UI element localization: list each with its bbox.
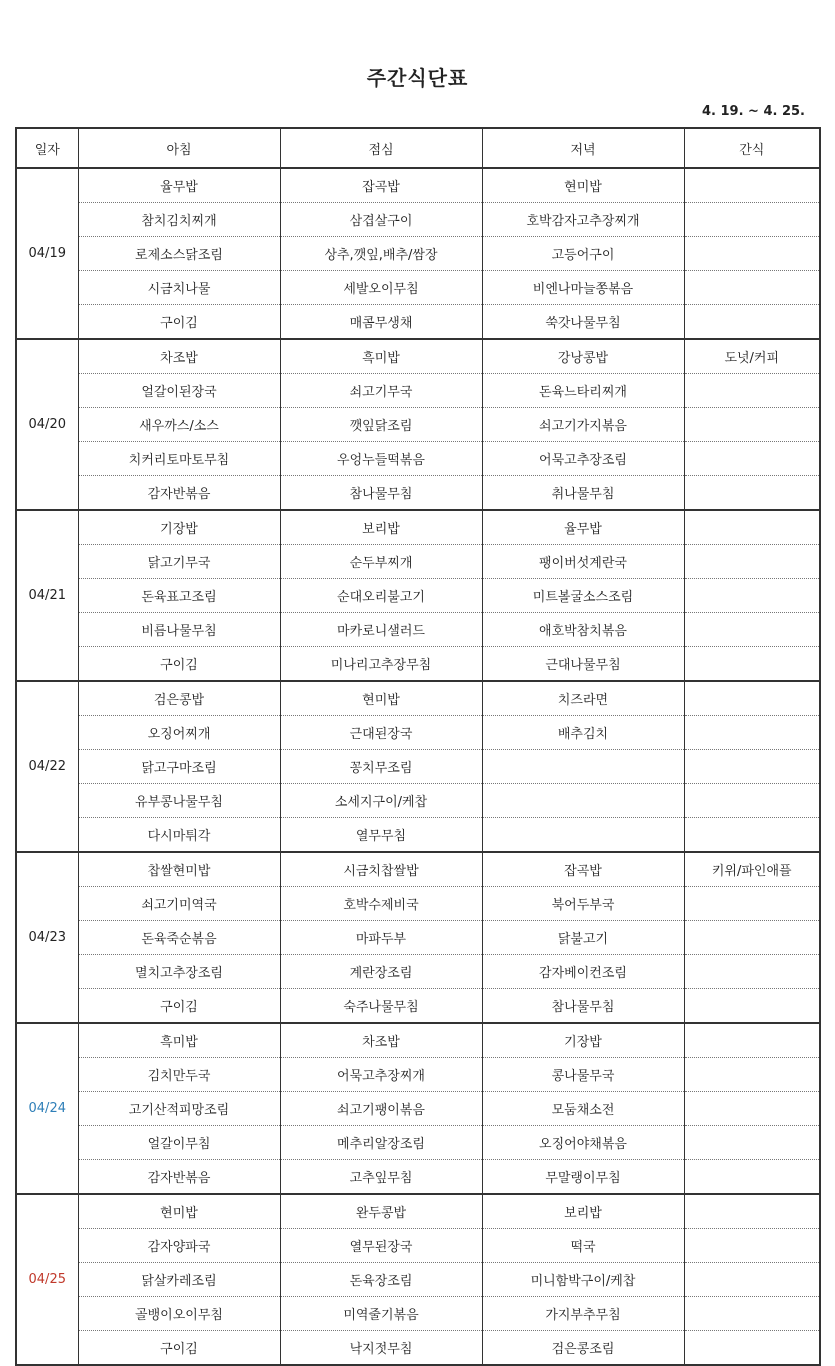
snack-item bbox=[684, 1092, 820, 1126]
dinner-item: 잡곡밥 bbox=[482, 852, 684, 887]
lunch-item: 순대오리불고기 bbox=[280, 579, 482, 613]
dinner-item: 쇠고기가지볶음 bbox=[482, 408, 684, 442]
dinner-item: 검은콩조림 bbox=[482, 1331, 684, 1366]
table-row bbox=[16, 476, 820, 511]
snack-item: 키위/파인애플 bbox=[684, 852, 820, 887]
snack-item bbox=[684, 203, 820, 237]
table-row bbox=[16, 989, 820, 1024]
dinner-item: 호박감자고추장찌개 bbox=[482, 203, 684, 237]
lunch-item: 세발오이무침 bbox=[280, 271, 482, 305]
lunch-item: 계란장조림 bbox=[280, 955, 482, 989]
dinner-item: 미트볼굴소스조림 bbox=[482, 579, 684, 613]
table-row bbox=[16, 374, 820, 408]
breakfast-item: 로제소스닭조림 bbox=[78, 237, 280, 271]
dinner-item: 오징어야채볶음 bbox=[482, 1126, 684, 1160]
lunch-item: 숙주나물무침 bbox=[280, 989, 482, 1024]
table-row bbox=[16, 442, 820, 476]
snack-item bbox=[684, 613, 820, 647]
dinner-item: 감자베이컨조림 bbox=[482, 955, 684, 989]
table-row bbox=[16, 784, 820, 818]
table-row bbox=[16, 750, 820, 784]
snack-item bbox=[684, 476, 820, 511]
breakfast-item: 돈육표고조림 bbox=[78, 579, 280, 613]
breakfast-item: 치커리토마토무침 bbox=[78, 442, 280, 476]
lunch-item: 열무된장국 bbox=[280, 1229, 482, 1263]
snack-item bbox=[684, 1263, 820, 1297]
snack-item bbox=[684, 716, 820, 750]
dinner-item: 떡국 bbox=[482, 1229, 684, 1263]
table-row bbox=[16, 921, 820, 955]
breakfast-item: 구이김 bbox=[78, 1331, 280, 1366]
breakfast-item: 구이김 bbox=[78, 305, 280, 340]
snack-item bbox=[684, 1023, 820, 1058]
lunch-item: 잡곡밥 bbox=[280, 168, 482, 203]
breakfast-item: 닭살카레조림 bbox=[78, 1263, 280, 1297]
lunch-item: 완두콩밥 bbox=[280, 1194, 482, 1229]
snack-item bbox=[684, 305, 820, 340]
lunch-item: 돈육장조림 bbox=[280, 1263, 482, 1297]
dinner-item: 어묵고추장조림 bbox=[482, 442, 684, 476]
snack-item bbox=[684, 271, 820, 305]
table-row bbox=[16, 613, 820, 647]
snack-item bbox=[684, 1194, 820, 1229]
breakfast-item: 찹쌀현미밥 bbox=[78, 852, 280, 887]
breakfast-item: 얼갈이무침 bbox=[78, 1126, 280, 1160]
header-snack: 간식 bbox=[684, 128, 820, 168]
breakfast-item: 감자반볶음 bbox=[78, 476, 280, 511]
snack-item bbox=[684, 168, 820, 203]
breakfast-item: 새우까스/소스 bbox=[78, 408, 280, 442]
table-row bbox=[16, 579, 820, 613]
breakfast-item: 고기산적피망조림 bbox=[78, 1092, 280, 1126]
dinner-item: 취나물무침 bbox=[482, 476, 684, 511]
lunch-item: 깻잎닭조림 bbox=[280, 408, 482, 442]
breakfast-item: 쇠고기미역국 bbox=[78, 887, 280, 921]
table-row bbox=[16, 1160, 820, 1195]
snack-item bbox=[684, 1229, 820, 1263]
table-row bbox=[16, 203, 820, 237]
table-row bbox=[16, 510, 820, 545]
table-row bbox=[16, 1126, 820, 1160]
day-date: 04/21 bbox=[16, 510, 78, 681]
breakfast-item: 오징어찌개 bbox=[78, 716, 280, 750]
snack-item bbox=[684, 237, 820, 271]
table-row bbox=[16, 1092, 820, 1126]
dinner-item: 비엔나마늘쫑볶음 bbox=[482, 271, 684, 305]
lunch-item: 우엉누들떡볶음 bbox=[280, 442, 482, 476]
breakfast-item: 참치김치찌개 bbox=[78, 203, 280, 237]
lunch-item: 근대된장국 bbox=[280, 716, 482, 750]
lunch-item: 고추잎무침 bbox=[280, 1160, 482, 1195]
dinner-item: 애호박참치볶음 bbox=[482, 613, 684, 647]
table-row bbox=[16, 271, 820, 305]
snack-item bbox=[684, 818, 820, 853]
day-date: 04/25 bbox=[16, 1194, 78, 1365]
dinner-item: 돈육느타리찌개 bbox=[482, 374, 684, 408]
table-row bbox=[16, 887, 820, 921]
table-row bbox=[16, 339, 820, 374]
lunch-item: 미나리고추장무침 bbox=[280, 647, 482, 682]
day-date: 04/20 bbox=[16, 339, 78, 510]
breakfast-item: 현미밥 bbox=[78, 1194, 280, 1229]
table-row bbox=[16, 1058, 820, 1092]
lunch-item: 마파두부 bbox=[280, 921, 482, 955]
table-row bbox=[16, 716, 820, 750]
snack-item: 도넛/커피 bbox=[684, 339, 820, 374]
table-row bbox=[16, 1297, 820, 1331]
snack-item bbox=[684, 408, 820, 442]
table-row bbox=[16, 955, 820, 989]
dinner-item bbox=[482, 750, 684, 784]
breakfast-item: 비름나물무침 bbox=[78, 613, 280, 647]
dinner-item: 고등어구이 bbox=[482, 237, 684, 271]
snack-item bbox=[684, 1058, 820, 1092]
dinner-item: 북어두부국 bbox=[482, 887, 684, 921]
weekly-menu-table bbox=[15, 127, 821, 1366]
lunch-item: 현미밥 bbox=[280, 681, 482, 716]
breakfast-item: 골뱅이오이무침 bbox=[78, 1297, 280, 1331]
dinner-item: 모둠채소전 bbox=[482, 1092, 684, 1126]
dinner-item: 닭불고기 bbox=[482, 921, 684, 955]
lunch-item: 열무무침 bbox=[280, 818, 482, 853]
breakfast-item: 닭고구마조림 bbox=[78, 750, 280, 784]
lunch-item: 보리밥 bbox=[280, 510, 482, 545]
dinner-item: 미니함박구이/케찹 bbox=[482, 1263, 684, 1297]
day-date: 04/24 bbox=[16, 1023, 78, 1194]
breakfast-item: 구이김 bbox=[78, 647, 280, 682]
lunch-item: 참나물무침 bbox=[280, 476, 482, 511]
table-row bbox=[16, 818, 820, 853]
breakfast-item: 얼갈이된장국 bbox=[78, 374, 280, 408]
dinner-item: 보리밥 bbox=[482, 1194, 684, 1229]
snack-item bbox=[684, 442, 820, 476]
menu-body bbox=[16, 168, 820, 1365]
table-row bbox=[16, 408, 820, 442]
lunch-item: 순두부찌개 bbox=[280, 545, 482, 579]
snack-item bbox=[684, 750, 820, 784]
day-date: 04/22 bbox=[16, 681, 78, 852]
table-row bbox=[16, 168, 820, 203]
table-row bbox=[16, 681, 820, 716]
snack-item bbox=[684, 374, 820, 408]
day-date: 04/19 bbox=[16, 168, 78, 339]
page-title: 주간식단표 bbox=[366, 66, 469, 90]
breakfast-item: 차조밥 bbox=[78, 339, 280, 374]
table-row bbox=[16, 647, 820, 682]
breakfast-item: 기장밥 bbox=[78, 510, 280, 545]
snack-item bbox=[684, 1331, 820, 1366]
snack-item bbox=[684, 647, 820, 682]
lunch-item: 소세지구이/케찹 bbox=[280, 784, 482, 818]
dinner-item: 강낭콩밥 bbox=[482, 339, 684, 374]
lunch-item: 호박수제비국 bbox=[280, 887, 482, 921]
header-breakfast: 아침 bbox=[78, 128, 280, 168]
snack-item bbox=[684, 1297, 820, 1331]
dinner-item: 현미밥 bbox=[482, 168, 684, 203]
header-lunch: 점심 bbox=[280, 128, 482, 168]
lunch-item: 마카로니샐러드 bbox=[280, 613, 482, 647]
lunch-item: 어묵고추장찌개 bbox=[280, 1058, 482, 1092]
dinner-item: 가지부추무침 bbox=[482, 1297, 684, 1331]
dinner-item: 치즈라면 bbox=[482, 681, 684, 716]
lunch-item: 흑미밥 bbox=[280, 339, 482, 374]
lunch-item: 쇠고기팽이볶음 bbox=[280, 1092, 482, 1126]
breakfast-item: 멸치고추장조림 bbox=[78, 955, 280, 989]
breakfast-item: 검은콩밥 bbox=[78, 681, 280, 716]
breakfast-item: 김치만두국 bbox=[78, 1058, 280, 1092]
header-dinner: 저녁 bbox=[482, 128, 684, 168]
lunch-item: 차조밥 bbox=[280, 1023, 482, 1058]
table-header-row bbox=[16, 128, 820, 168]
header-date: 일자 bbox=[16, 128, 78, 168]
dinner-item bbox=[482, 784, 684, 818]
dinner-item: 율무밥 bbox=[482, 510, 684, 545]
lunch-item: 상추,깻잎,배추/쌈장 bbox=[280, 237, 482, 271]
breakfast-item: 감자양파국 bbox=[78, 1229, 280, 1263]
lunch-item: 낙지젓무침 bbox=[280, 1331, 482, 1366]
lunch-item: 삼겹살구이 bbox=[280, 203, 482, 237]
breakfast-item: 흑미밥 bbox=[78, 1023, 280, 1058]
dinner-item: 참나물무침 bbox=[482, 989, 684, 1024]
table-row bbox=[16, 1194, 820, 1229]
table-row bbox=[16, 1263, 820, 1297]
table-row bbox=[16, 852, 820, 887]
lunch-item: 메추리알장조림 bbox=[280, 1126, 482, 1160]
table-row bbox=[16, 545, 820, 579]
dinner-item: 무말랭이무침 bbox=[482, 1160, 684, 1195]
table-row bbox=[16, 1229, 820, 1263]
breakfast-item: 유부콩나물무침 bbox=[78, 784, 280, 818]
snack-item bbox=[684, 784, 820, 818]
lunch-item: 꽁치무조림 bbox=[280, 750, 482, 784]
lunch-item: 쇠고기무국 bbox=[280, 374, 482, 408]
breakfast-item: 시금치나물 bbox=[78, 271, 280, 305]
dinner-item: 쑥갓나물무침 bbox=[482, 305, 684, 340]
dinner-item: 근대나물무침 bbox=[482, 647, 684, 682]
breakfast-item: 돈육죽순볶음 bbox=[78, 921, 280, 955]
dinner-item: 기장밥 bbox=[482, 1023, 684, 1058]
snack-item bbox=[684, 1126, 820, 1160]
table-row bbox=[16, 1331, 820, 1366]
breakfast-item: 감자반볶음 bbox=[78, 1160, 280, 1195]
table-row bbox=[16, 1023, 820, 1058]
breakfast-item: 구이김 bbox=[78, 989, 280, 1024]
snack-item bbox=[684, 681, 820, 716]
breakfast-item: 율무밥 bbox=[78, 168, 280, 203]
snack-item bbox=[684, 545, 820, 579]
snack-item bbox=[684, 921, 820, 955]
snack-item bbox=[684, 989, 820, 1024]
lunch-item: 매콤무생채 bbox=[280, 305, 482, 340]
breakfast-item: 다시마튀각 bbox=[78, 818, 280, 853]
lunch-item: 시금치찹쌀밥 bbox=[280, 852, 482, 887]
day-date: 04/23 bbox=[16, 852, 78, 1023]
dinner-item: 배추김치 bbox=[482, 716, 684, 750]
snack-item bbox=[684, 510, 820, 545]
table-row bbox=[16, 237, 820, 271]
dinner-item: 콩나물무국 bbox=[482, 1058, 684, 1092]
table-row bbox=[16, 305, 820, 340]
lunch-item: 미역줄기볶음 bbox=[280, 1297, 482, 1331]
snack-item bbox=[684, 955, 820, 989]
snack-item bbox=[684, 1160, 820, 1195]
snack-item bbox=[684, 579, 820, 613]
date-range: 4. 19. ~ 4. 25. bbox=[701, 104, 805, 119]
dinner-item bbox=[482, 818, 684, 853]
snack-item bbox=[684, 887, 820, 921]
dinner-item: 팽이버섯계란국 bbox=[482, 545, 684, 579]
breakfast-item: 닭고기무국 bbox=[78, 545, 280, 579]
